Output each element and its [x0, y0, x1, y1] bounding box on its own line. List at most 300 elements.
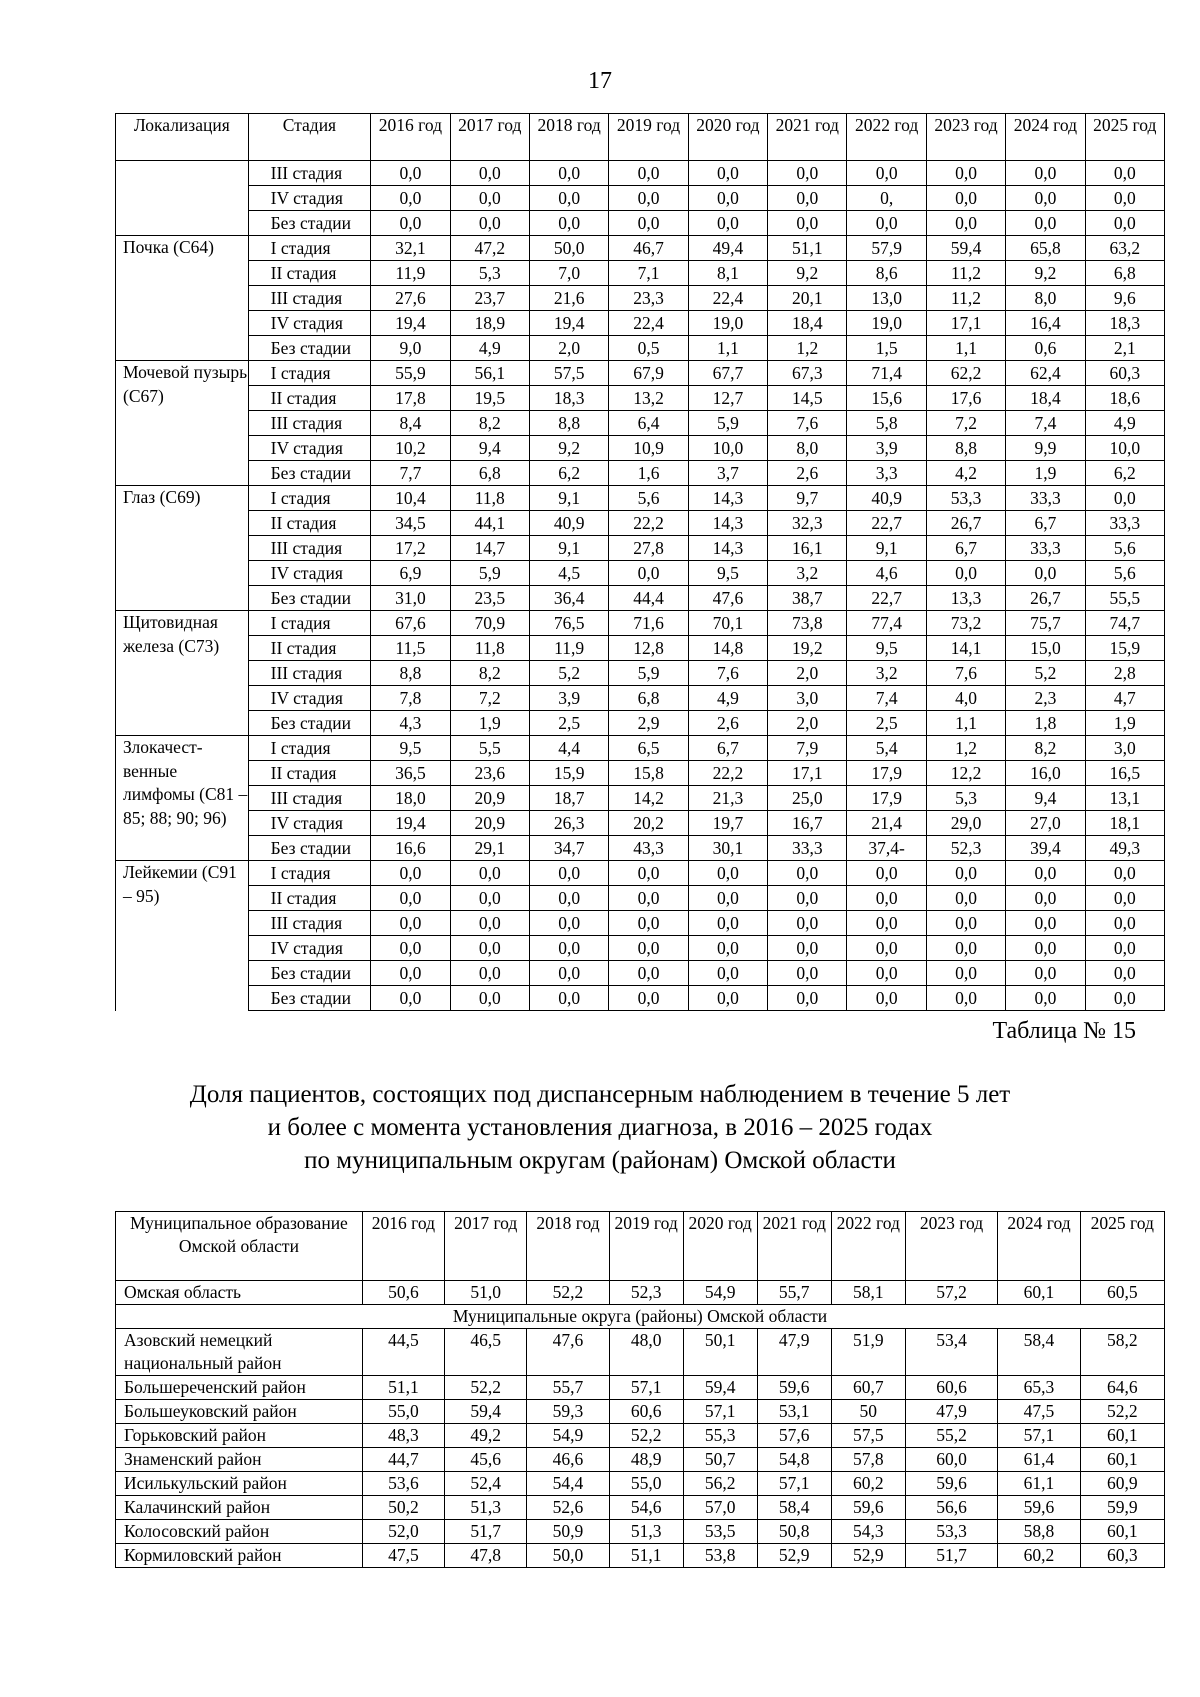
value-cell: 0,0: [450, 886, 529, 911]
value-cell: 0,0: [926, 161, 1005, 186]
stage-cell: IV стадия: [248, 311, 371, 336]
header-year: 2023 год: [905, 1212, 998, 1281]
value-cell: 13,2: [609, 386, 688, 411]
table-row: [116, 736, 1165, 761]
value-cell: 45,6: [445, 1448, 527, 1472]
value-cell: 5,9: [450, 561, 529, 586]
value-cell: 11,9: [529, 636, 608, 661]
value-cell: 52,9: [831, 1544, 905, 1568]
table-row: [116, 761, 1165, 786]
value-cell: 0,0: [688, 186, 767, 211]
value-cell: 33,3: [1006, 536, 1085, 561]
value-cell: 47,6: [688, 586, 767, 611]
value-cell: 47,2: [450, 236, 529, 261]
table-row: [116, 186, 1165, 211]
value-cell: 22,7: [847, 586, 926, 611]
value-cell: 5,6: [1085, 561, 1164, 586]
municipality-cell: Колосовский район: [116, 1520, 363, 1544]
value-cell: 8,2: [1006, 736, 1085, 761]
value-cell: 3,9: [847, 436, 926, 461]
table-row: [116, 961, 1165, 986]
value-cell: 0,0: [371, 886, 450, 911]
table-row: [116, 1400, 1165, 1424]
value-cell: 0,0: [529, 186, 608, 211]
header-municipality: Муниципальное образование Омской области: [116, 1212, 363, 1281]
value-cell: 57,8: [831, 1448, 905, 1472]
header-year: 2018 год: [529, 114, 608, 161]
stage-cell: Без стадии: [248, 586, 371, 611]
value-cell: 15,9: [1085, 636, 1164, 661]
value-cell: 59,6: [905, 1472, 998, 1496]
value-cell: 9,5: [847, 636, 926, 661]
value-cell: 12,2: [926, 761, 1005, 786]
value-cell: 7,6: [768, 411, 847, 436]
value-cell: 60,6: [609, 1400, 683, 1424]
value-cell: 32,1: [371, 236, 450, 261]
title-line: и более с момента установления диагноза, в 2016 – 2025 годах: [267, 1114, 933, 1141]
header-year: 2019 год: [609, 114, 688, 161]
value-cell: 51,0: [445, 1281, 527, 1305]
header-year: 2016 год: [362, 1212, 444, 1281]
value-cell: 2,3: [1006, 686, 1085, 711]
value-cell: 0,0: [371, 986, 450, 1011]
value-cell: 52,6: [527, 1496, 609, 1520]
municipality-cell: Исилькульский район: [116, 1472, 363, 1496]
value-cell: 16,6: [371, 836, 450, 861]
value-cell: 0,0: [1085, 986, 1164, 1011]
value-cell: 29,1: [450, 836, 529, 861]
value-cell: 11,8: [450, 486, 529, 511]
value-cell: 47,5: [362, 1544, 444, 1568]
value-cell: 14,8: [688, 636, 767, 661]
value-cell: 6,8: [1085, 261, 1164, 286]
value-cell: 67,9: [609, 361, 688, 386]
value-cell: 3,0: [768, 686, 847, 711]
value-cell: 8,1: [688, 261, 767, 286]
value-cell: 0,0: [371, 936, 450, 961]
table-row: [116, 811, 1165, 836]
header-stage: Стадия: [248, 114, 371, 161]
value-cell: 52,2: [445, 1376, 527, 1400]
value-cell: 0,0: [768, 211, 847, 236]
value-cell: 10,9: [609, 436, 688, 461]
value-cell: 17,9: [847, 761, 926, 786]
value-cell: 8,6: [847, 261, 926, 286]
value-cell: 59,6: [998, 1496, 1080, 1520]
value-cell: 0,0: [529, 986, 608, 1011]
value-cell: 12,8: [609, 636, 688, 661]
value-cell: 54,3: [831, 1520, 905, 1544]
value-cell: 0,0: [768, 911, 847, 936]
value-cell: 75,7: [1006, 611, 1085, 636]
value-cell: 54,8: [757, 1448, 831, 1472]
value-cell: 20,9: [450, 811, 529, 836]
value-cell: 7,7: [371, 461, 450, 486]
value-cell: 0,0: [926, 186, 1005, 211]
value-cell: 49,3: [1085, 836, 1164, 861]
value-cell: 4,9: [450, 336, 529, 361]
header-year: 2017 год: [445, 1212, 527, 1281]
value-cell: 3,2: [847, 661, 926, 686]
value-cell: 0,0: [609, 211, 688, 236]
title-line: по муниципальным округам (районам) Омской области: [304, 1147, 896, 1174]
value-cell: 10,4: [371, 486, 450, 511]
value-cell: 0,0: [1085, 186, 1164, 211]
value-cell: 49,4: [688, 236, 767, 261]
stage-cell: I стадия: [248, 486, 371, 511]
value-cell: 55,2: [905, 1424, 998, 1448]
localization-cell: Щитовидная железа (С73): [116, 611, 249, 736]
region-row: [116, 1281, 1165, 1305]
value-cell: 51,1: [768, 236, 847, 261]
value-cell: 8,0: [1006, 286, 1085, 311]
value-cell: 2,0: [529, 336, 608, 361]
header-year: 2019 год: [609, 1212, 683, 1281]
table-row: [116, 561, 1165, 586]
value-cell: 18,7: [529, 786, 608, 811]
value-cell: 5,3: [450, 261, 529, 286]
value-cell: 60,2: [998, 1544, 1080, 1568]
stage-cell: II стадия: [248, 261, 371, 286]
value-cell: 2,6: [688, 711, 767, 736]
value-cell: 21,6: [529, 286, 608, 311]
value-cell: 17,1: [926, 311, 1005, 336]
value-cell: 50,0: [529, 236, 608, 261]
header-year: 2025 год: [1080, 1212, 1164, 1281]
table-header-row: [116, 1212, 1165, 1281]
value-cell: 67,3: [768, 361, 847, 386]
value-cell: 53,5: [683, 1520, 757, 1544]
value-cell: 2,8: [1085, 661, 1164, 686]
value-cell: 7,4: [847, 686, 926, 711]
value-cell: 9,1: [847, 536, 926, 561]
value-cell: 50,2: [362, 1496, 444, 1520]
value-cell: 15,8: [609, 761, 688, 786]
value-cell: 22,2: [688, 761, 767, 786]
stage-cell: II стадия: [248, 511, 371, 536]
stage-cell: I стадия: [248, 736, 371, 761]
value-cell: 0,0: [609, 936, 688, 961]
value-cell: 54,6: [609, 1496, 683, 1520]
value-cell: 36,4: [529, 586, 608, 611]
header-year: 2017 год: [450, 114, 529, 161]
value-cell: 44,4: [609, 586, 688, 611]
stage-cell: II стадия: [248, 386, 371, 411]
header-year: 2024 год: [998, 1212, 1080, 1281]
value-cell: 52,2: [527, 1281, 609, 1305]
value-cell: 50,6: [362, 1281, 444, 1305]
value-cell: 77,4: [847, 611, 926, 636]
value-cell: 4,7: [1085, 686, 1164, 711]
value-cell: 18,3: [529, 386, 608, 411]
value-cell: 50: [831, 1400, 905, 1424]
value-cell: 55,7: [757, 1281, 831, 1305]
value-cell: 3,2: [768, 561, 847, 586]
value-cell: 3,3: [847, 461, 926, 486]
value-cell: 7,2: [926, 411, 1005, 436]
table-row: [116, 436, 1165, 461]
value-cell: 60,1: [1080, 1448, 1164, 1472]
value-cell: 0,0: [926, 986, 1005, 1011]
value-cell: 47,6: [527, 1329, 609, 1376]
value-cell: 16,0: [1006, 761, 1085, 786]
value-cell: 0,0: [688, 911, 767, 936]
value-cell: 9,6: [1085, 286, 1164, 311]
header-year: 2021 год: [757, 1212, 831, 1281]
value-cell: 6,8: [450, 461, 529, 486]
value-cell: 50,0: [527, 1544, 609, 1568]
value-cell: 4,9: [1085, 411, 1164, 436]
value-cell: 60,3: [1085, 361, 1164, 386]
value-cell: 0,0: [688, 861, 767, 886]
value-cell: 14,3: [688, 536, 767, 561]
value-cell: 0,0: [609, 961, 688, 986]
value-cell: 5,2: [529, 661, 608, 686]
value-cell: 8,4: [371, 411, 450, 436]
header-year: 2024 год: [1006, 114, 1085, 161]
value-cell: 53,3: [905, 1520, 998, 1544]
value-cell: 40,9: [529, 511, 608, 536]
value-cell: 0,0: [768, 986, 847, 1011]
value-cell: 4,2: [926, 461, 1005, 486]
value-cell: 8,2: [450, 411, 529, 436]
value-cell: 0,0: [926, 861, 1005, 886]
value-cell: 33,3: [768, 836, 847, 861]
value-cell: 61,4: [998, 1448, 1080, 1472]
value-cell: 57,2: [905, 1281, 998, 1305]
value-cell: 9,2: [768, 261, 847, 286]
header-year: 2022 год: [831, 1212, 905, 1281]
value-cell: 0,0: [1006, 886, 1085, 911]
value-cell: 46,7: [609, 236, 688, 261]
value-cell: 57,1: [609, 1376, 683, 1400]
value-cell: 7,8: [371, 686, 450, 711]
value-cell: 0,0: [371, 161, 450, 186]
stage-cell: I стадия: [248, 611, 371, 636]
value-cell: 59,4: [445, 1400, 527, 1424]
value-cell: 27,0: [1006, 811, 1085, 836]
value-cell: 18,4: [768, 311, 847, 336]
value-cell: 0,0: [609, 561, 688, 586]
value-cell: 0,0: [768, 886, 847, 911]
value-cell: 48,0: [609, 1329, 683, 1376]
table-row: [116, 986, 1165, 1011]
table-row: [116, 936, 1165, 961]
value-cell: 5,5: [450, 736, 529, 761]
value-cell: 9,0: [371, 336, 450, 361]
value-cell: 0,0: [1006, 936, 1085, 961]
value-cell: 62,4: [1006, 361, 1085, 386]
value-cell: 60,9: [1080, 1472, 1164, 1496]
value-cell: 50,1: [683, 1329, 757, 1376]
section-row: [116, 1305, 1165, 1329]
value-cell: 53,6: [362, 1472, 444, 1496]
value-cell: 67,6: [371, 611, 450, 636]
value-cell: 1,1: [926, 336, 1005, 361]
value-cell: 18,1: [1085, 811, 1164, 836]
stage-cell: IV стадия: [248, 436, 371, 461]
value-cell: 17,1: [768, 761, 847, 786]
value-cell: 0,0: [847, 886, 926, 911]
table-row: [116, 711, 1165, 736]
stage-cell: IV стадия: [248, 811, 371, 836]
value-cell: 0,0: [450, 911, 529, 936]
value-cell: 0,0: [371, 211, 450, 236]
value-cell: 0,0: [450, 186, 529, 211]
value-cell: 57,5: [529, 361, 608, 386]
value-cell: 36,5: [371, 761, 450, 786]
table-row: [116, 1376, 1165, 1400]
value-cell: 4,6: [847, 561, 926, 586]
value-cell: 13,1: [1085, 786, 1164, 811]
value-cell: 60,3: [1080, 1544, 1164, 1568]
value-cell: 59,9: [1080, 1496, 1164, 1520]
stage-cell: III стадия: [248, 911, 371, 936]
table-row: [116, 1496, 1165, 1520]
table-row: [116, 1448, 1165, 1472]
value-cell: 50,9: [527, 1520, 609, 1544]
table-row: [116, 336, 1165, 361]
value-cell: 0,0: [1085, 861, 1164, 886]
value-cell: 0,0: [1085, 886, 1164, 911]
header-localization: Локализация: [116, 114, 249, 161]
value-cell: 15,0: [1006, 636, 1085, 661]
value-cell: 11,8: [450, 636, 529, 661]
value-cell: 0,0: [926, 561, 1005, 586]
municipality-cell: Большеуковский район: [116, 1400, 363, 1424]
value-cell: 19,0: [688, 311, 767, 336]
value-cell: 6,4: [609, 411, 688, 436]
value-cell: 1,2: [768, 336, 847, 361]
value-cell: 58,4: [998, 1329, 1080, 1376]
value-cell: 26,7: [926, 511, 1005, 536]
localization-cell: [116, 161, 249, 236]
value-cell: 0,0: [529, 961, 608, 986]
stage-distribution-table: [115, 113, 1165, 1011]
stage-cell: Без стадии: [248, 461, 371, 486]
value-cell: 47,8: [445, 1544, 527, 1568]
value-cell: 12,7: [688, 386, 767, 411]
value-cell: 26,3: [529, 811, 608, 836]
municipality-cell: Азовский немецкий национальный район: [116, 1329, 363, 1376]
value-cell: 8,2: [450, 661, 529, 686]
value-cell: 3,7: [688, 461, 767, 486]
value-cell: 0,0: [529, 161, 608, 186]
value-cell: 57,6: [757, 1424, 831, 1448]
value-cell: 0,0: [926, 961, 1005, 986]
localization-cell: Глаз (С69): [116, 486, 249, 611]
value-cell: 58,4: [757, 1496, 831, 1520]
value-cell: 18,6: [1085, 386, 1164, 411]
value-cell: 0,0: [1006, 911, 1085, 936]
value-cell: 0,0: [847, 161, 926, 186]
value-cell: 23,7: [450, 286, 529, 311]
value-cell: 0,0: [768, 961, 847, 986]
value-cell: 56,1: [450, 361, 529, 386]
value-cell: 57,1: [998, 1424, 1080, 1448]
value-cell: 16,4: [1006, 311, 1085, 336]
value-cell: 0,0: [688, 961, 767, 986]
value-cell: 9,4: [1006, 786, 1085, 811]
value-cell: 5,2: [1006, 661, 1085, 686]
value-cell: 0,0: [847, 936, 926, 961]
page-number: 17: [588, 68, 612, 94]
value-cell: 6,2: [529, 461, 608, 486]
value-cell: 38,7: [768, 586, 847, 611]
value-cell: 40,9: [847, 486, 926, 511]
value-cell: 2,0: [768, 661, 847, 686]
value-cell: 59,4: [683, 1376, 757, 1400]
value-cell: 0,0: [1085, 211, 1164, 236]
value-cell: 4,4: [529, 736, 608, 761]
stage-cell: III стадия: [248, 161, 371, 186]
stage-cell: III стадия: [248, 286, 371, 311]
value-cell: 60,0: [905, 1448, 998, 1472]
header-year: 2018 год: [527, 1212, 609, 1281]
value-cell: 56,6: [905, 1496, 998, 1520]
value-cell: 29,0: [926, 811, 1005, 836]
municipality-cell: Горьковский район: [116, 1424, 363, 1448]
value-cell: 1,5: [847, 336, 926, 361]
localization-cell: Мочевой пузырь (С67): [116, 361, 249, 486]
value-cell: 55,3: [683, 1424, 757, 1448]
table-title: [0, 1078, 1200, 1177]
value-cell: 0,0: [1085, 486, 1164, 511]
table-row: [116, 836, 1165, 861]
value-cell: 9,1: [529, 536, 608, 561]
value-cell: 20,1: [768, 286, 847, 311]
value-cell: 0,0: [450, 936, 529, 961]
value-cell: 0,0: [609, 861, 688, 886]
value-cell: 7,2: [450, 686, 529, 711]
value-cell: 62,2: [926, 361, 1005, 386]
value-cell: 21,4: [847, 811, 926, 836]
stage-cell: I стадия: [248, 236, 371, 261]
value-cell: 0,0: [847, 961, 926, 986]
value-cell: 0,0: [609, 161, 688, 186]
value-cell: 5,6: [609, 486, 688, 511]
header-year: 2020 год: [683, 1212, 757, 1281]
table-row: [116, 636, 1165, 661]
table-row: [116, 911, 1165, 936]
value-cell: 0,0: [371, 961, 450, 986]
value-cell: 51,7: [905, 1544, 998, 1568]
value-cell: 33,3: [1085, 511, 1164, 536]
table-number: Таблица № 15: [992, 1018, 1136, 1044]
value-cell: 1,8: [1006, 711, 1085, 736]
value-cell: 7,4: [1006, 411, 1085, 436]
value-cell: 9,9: [1006, 436, 1085, 461]
value-cell: 57,1: [757, 1472, 831, 1496]
value-cell: 59,6: [757, 1376, 831, 1400]
stage-cell: IV стадия: [248, 686, 371, 711]
stage-cell: IV стадия: [248, 186, 371, 211]
value-cell: 9,4: [450, 436, 529, 461]
value-cell: 1,9: [1085, 711, 1164, 736]
value-cell: 14,5: [768, 386, 847, 411]
value-cell: 0,0: [609, 986, 688, 1011]
value-cell: 8,8: [371, 661, 450, 686]
value-cell: 16,5: [1085, 761, 1164, 786]
value-cell: 6,9: [371, 561, 450, 586]
stage-cell: Без стадии: [248, 211, 371, 236]
value-cell: 52,3: [609, 1281, 683, 1305]
value-cell: 58,2: [1080, 1329, 1164, 1376]
value-cell: 0,0: [609, 186, 688, 211]
stage-cell: IV стадия: [248, 561, 371, 586]
value-cell: 4,3: [371, 711, 450, 736]
value-cell: 9,1: [529, 486, 608, 511]
